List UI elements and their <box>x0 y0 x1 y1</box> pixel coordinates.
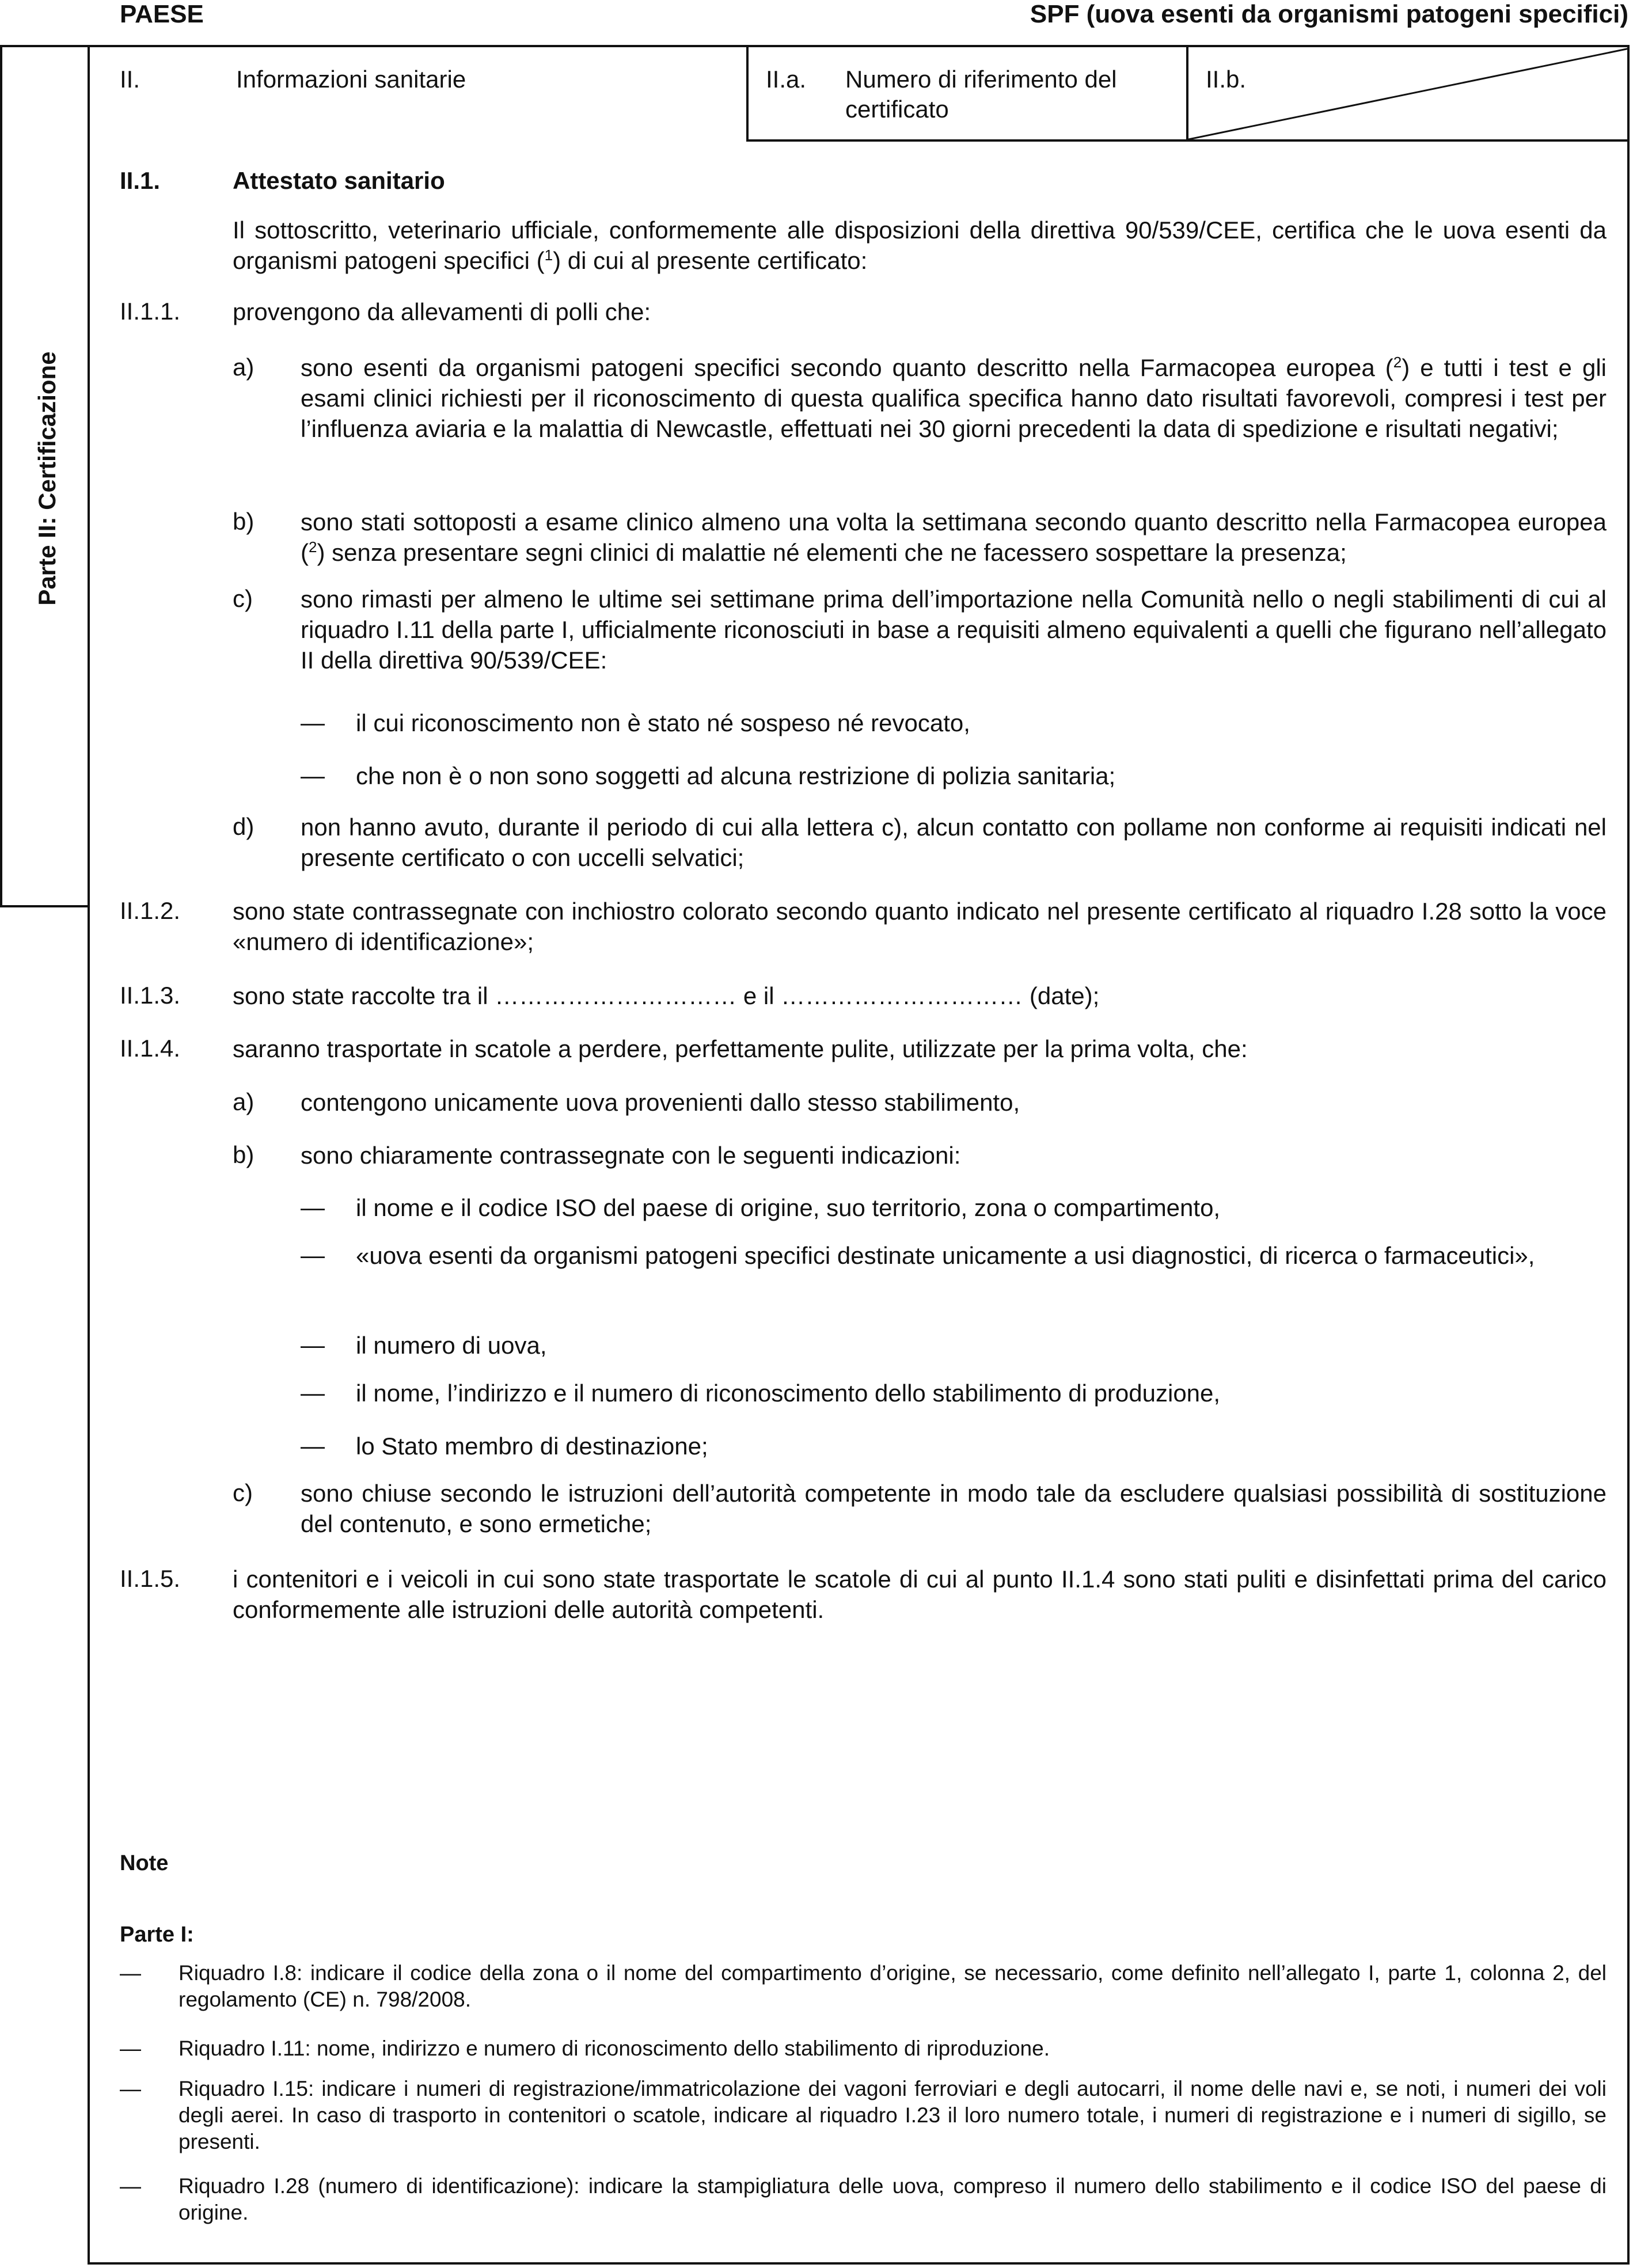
item-text: sono chiuse secondo le istruzioni dell’autorità competente in modo tale da escludere qualsiasi possibilità di sostituzione del contenuto, e sono ermetiche; <box>301 1480 1607 1537</box>
item-number: — <box>301 1331 325 1358</box>
item-number: — <box>301 1194 325 1221</box>
note-dash: — <box>120 2037 141 2060</box>
item-text: sono esenti da organismi patogeni specifici secondo quanto descritto nella Farmacopea europea ($^2$) e tutti i test e gli esami clinici richiesti per il riconoscimento di questa qualifica specifica hanno dato risultati favorevoli, compresi i test per l’influenza aviaria e la malattia di Newcastle, effettuati nei 30 giorni precedenti la data di spedizione e risultati negativi; <box>301 354 1607 442</box>
item-text: provengono da allevamenti di polli che: <box>233 298 651 325</box>
ref-number: II.a. <box>766 66 807 93</box>
attestation-number: II.1. <box>120 167 161 194</box>
note-entry: Riquadro I.11: nome, indirizzo e numero di riconoscimento dello stabilimento di riproduzione. <box>179 2037 1050 2060</box>
item-text: non hanno avuto, durante il periodo di cui alla lettera c), alcun contatto con pollame non conforme ai requisiti indicati nel presente certificato o con uccelli selvatici; <box>301 814 1607 871</box>
item-text: sono state contrassegnate con inchiostro colorato secondo quanto indicato nel presente certificato al riquadro I.28 sotto la voce «numero di identificazione»; <box>233 898 1607 955</box>
item-number: — <box>301 762 325 789</box>
item-text: saranno trasportate in scatole a perdere, perfettamente pulite, utilizzate per la prima volta, che: <box>233 1035 1248 1062</box>
item-text: sono chiaramente contrassegnate con le seguenti indicazioni: <box>301 1142 961 1169</box>
item-number: II.1.4. <box>120 1035 181 1062</box>
notes-part-heading: Parte I: <box>120 1923 194 1947</box>
item-number: II.1.2. <box>120 897 181 924</box>
note-entry: Riquadro I.8: indicare il codice della zona o il nome del compartimento d’origine, se necessario, come definito nell’allegato I, parte 1, colonna 2, del regolamento (CE) n. 798/2008. <box>179 1961 1607 2011</box>
item-text: il nome, l’indirizzo e il numero di riconoscimento dello stabilimento di produzione, <box>356 1380 1221 1407</box>
item-number: — <box>301 1379 325 1406</box>
item-number: b) <box>233 508 255 535</box>
notes-heading: Note <box>120 1851 169 1875</box>
header-country: PAESE <box>120 0 204 28</box>
item-text: sono state raccolte tra il ………………………… e il ………………………… (date); <box>233 982 1100 1009</box>
item-number: — <box>301 1241 325 1268</box>
header-certificate-type: SPF (uova esenti da organismi patogeni specifici) <box>1030 0 1628 28</box>
note-entry: Riquadro I.15: indicare i numeri di registrazione/immatricolazione dei vagoni ferroviari e degli autocarri, il nome delle navi e, se noti, i numeri dei voli degli aerei. In caso di trasporto in contenitori o scatole, indicare al riquadro I.23 il loro numero totale, i numeri di registrazione e i numeri di sigillo, se presenti. <box>179 2077 1607 2153</box>
item-number: c) <box>233 1479 253 1506</box>
diagonal-strike <box>1188 45 1630 139</box>
item-text: che non è o non sono soggetti ad alcuna restrizione di polizia sanitaria; <box>356 762 1116 789</box>
item-number: c) <box>233 585 253 612</box>
item-number: b) <box>233 1141 255 1168</box>
item-text: i contenitori e i veicoli in cui sono state trasportate le scatole di cui al punto II.1.4 sono stati puliti e disinfettati prima del carico conformemente alle istruzioni delle autorità competenti. <box>233 1566 1607 1623</box>
attestation-title: Attestato sanitario <box>233 167 445 194</box>
reference-number-box <box>746 45 1188 142</box>
section-title: Informazioni sanitarie <box>236 66 466 93</box>
attestation-intro: Il sottoscritto, veterinario ufficiale, conformemente alle disposizioni della direttiva 90/539/CEE, certifica che le uova esenti da organismi patogeni specifici ($^1$) di cui al presente certificato: <box>233 216 1607 274</box>
ref-b: II.b. <box>1206 66 1247 93</box>
ref-b-box <box>1186 45 1630 142</box>
item-text: il numero di uova, <box>356 1332 547 1359</box>
item-number: II.1.1. <box>120 298 181 325</box>
note-dash: — <box>120 2077 141 2100</box>
item-text: il nome e il codice ISO del paese di origine, suo territorio, zona o compartimento, <box>356 1194 1221 1221</box>
section-number: II. <box>120 66 140 93</box>
item-text: contengono unicamente uova provenienti dallo stesso stabilimento, <box>301 1089 1020 1116</box>
note-entry: Riquadro I.28 (numero di identificazione): indicare la stampigliatura delle uova, compreso il numero dello stabilimento e il codice ISO del paese di origine. <box>179 2174 1607 2224</box>
item-number: — <box>301 709 325 736</box>
item-text: sono rimasti per almeno le ultime sei settimane prima dell’importazione nella Comunità nello o negli stabilimenti di cui al riquadro I.11 della parte I, ufficialmente riconosciuti in base a requisiti almeno equivalenti a quelli che figurano nell’allegato II della direttiva 90/539/CEE: <box>301 586 1607 674</box>
item-text: «uova esenti da organismi patogeni specifici destinate unicamente a usi diagnostici, di ricerca o farmaceutici», <box>356 1242 1535 1269</box>
sidebar-label: Parte II: Certificazione <box>33 351 60 606</box>
sidebar <box>0 45 90 907</box>
item-text: sono stati sottoposti a esame clinico almeno una volta la settimana secondo quanto descritto nella Farmacopea europea ($^2$) senza presentare segni clinici di malattie né elementi che ne facessero sospettare la presenza; <box>301 508 1607 566</box>
item-text: lo Stato membro di destinazione; <box>356 1433 708 1460</box>
note-dash: — <box>120 1961 141 1985</box>
item-number: — <box>301 1432 325 1459</box>
item-number: II.1.5. <box>120 1565 181 1592</box>
item-text: il cui riconoscimento non è stato né sospeso né revocato, <box>356 709 970 736</box>
item-number: d) <box>233 813 255 840</box>
ref-label: Numero di riferimento del certificato <box>845 66 1117 123</box>
note-dash: — <box>120 2174 141 2198</box>
item-number: II.1.3. <box>120 982 181 1009</box>
item-number: a) <box>233 354 255 381</box>
item-number: a) <box>233 1088 255 1115</box>
